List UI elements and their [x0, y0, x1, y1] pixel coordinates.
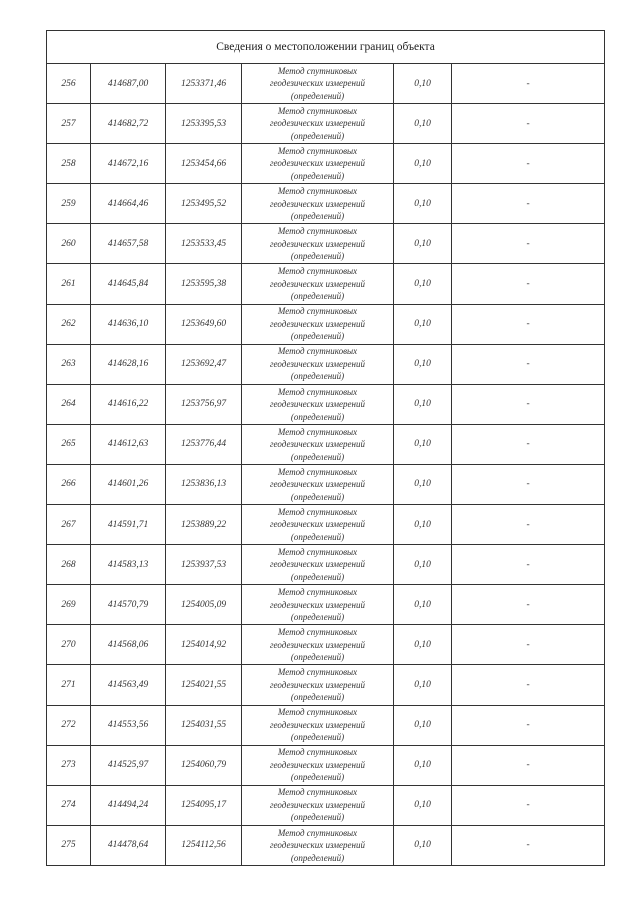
coordinate-y-cell: 1253454,66 — [166, 144, 242, 184]
coordinate-y-cell: 1253692,47 — [166, 344, 242, 384]
method-line: геодезических измерений — [270, 118, 365, 129]
accuracy-cell: 0,10 — [394, 705, 452, 745]
point-number-cell: 265 — [47, 424, 91, 464]
coordinate-x-cell: 414657,58 — [91, 224, 166, 264]
method-line: геодезических измерений — [270, 559, 365, 570]
table-row — [47, 344, 605, 384]
method-cell — [242, 64, 394, 104]
coordinate-x-cell: 414478,64 — [91, 825, 166, 865]
note-cell: - — [452, 705, 605, 745]
method-cell — [242, 184, 394, 224]
accuracy-cell: 0,10 — [394, 585, 452, 625]
point-number-cell: 274 — [47, 785, 91, 825]
note-cell: - — [452, 545, 605, 585]
point-number-cell: 272 — [47, 705, 91, 745]
method-cell — [242, 745, 394, 785]
table-row — [47, 104, 605, 144]
coordinate-x-cell: 414563,49 — [91, 665, 166, 705]
point-number-cell: 268 — [47, 545, 91, 585]
coordinate-y-cell: 1254060,79 — [166, 745, 242, 785]
note-cell: - — [452, 585, 605, 625]
coordinate-y-cell: 1253889,22 — [166, 505, 242, 545]
accuracy-cell: 0,10 — [394, 505, 452, 545]
table-row — [47, 464, 605, 504]
point-number-cell: 269 — [47, 585, 91, 625]
method-line: геодезических измерений — [270, 318, 365, 329]
table-body — [47, 31, 605, 866]
method-line: (определений) — [290, 211, 345, 222]
coordinate-y-cell: 1253495,52 — [166, 184, 242, 224]
coordinate-y-cell: 1254021,55 — [166, 665, 242, 705]
accuracy-cell: 0,10 — [394, 224, 452, 264]
method-line: Метод спутниковых — [277, 707, 358, 718]
method-line: (определений) — [290, 371, 345, 382]
method-line: геодезических измерений — [270, 519, 365, 530]
method-line: Метод спутниковых — [277, 105, 358, 116]
method-cell — [242, 825, 394, 865]
point-number-cell: 259 — [47, 184, 91, 224]
accuracy-cell: 0,10 — [394, 264, 452, 304]
method-line: (определений) — [290, 130, 345, 141]
method-line: Метод спутниковых — [277, 346, 358, 357]
coordinate-x-cell: 414616,22 — [91, 384, 166, 424]
accuracy-cell: 0,10 — [394, 304, 452, 344]
table-title: Сведения о местоположении границ объекта — [47, 31, 605, 64]
method-line: геодезических измерений — [270, 439, 365, 450]
method-line: геодезических измерений — [270, 599, 365, 610]
method-line: геодезических измерений — [270, 399, 365, 410]
method-line: (определений) — [290, 291, 345, 302]
coordinate-y-cell: 1254112,56 — [166, 825, 242, 865]
coordinate-y-cell: 1254014,92 — [166, 625, 242, 665]
method-line: (определений) — [290, 612, 345, 623]
coordinate-y-cell: 1253533,45 — [166, 224, 242, 264]
coordinate-y-cell: 1253395,53 — [166, 104, 242, 144]
point-number-cell: 256 — [47, 64, 91, 104]
coordinate-x-cell: 414494,24 — [91, 785, 166, 825]
table-row — [47, 825, 605, 865]
coordinate-x-cell: 414553,56 — [91, 705, 166, 745]
table-row — [47, 184, 605, 224]
method-line: (определений) — [290, 692, 345, 703]
point-number-cell: 267 — [47, 505, 91, 545]
boundary-table — [46, 30, 605, 866]
method-line: (определений) — [290, 170, 345, 181]
method-line: (определений) — [290, 732, 345, 743]
coordinate-y-cell: 1254095,17 — [166, 785, 242, 825]
method-line: геодезических измерений — [270, 78, 365, 89]
table-row — [47, 585, 605, 625]
method-cell — [242, 785, 394, 825]
method-cell — [242, 344, 394, 384]
note-cell: - — [452, 785, 605, 825]
note-cell: - — [452, 104, 605, 144]
method-cell — [242, 545, 394, 585]
coordinate-y-cell: 1253595,38 — [166, 264, 242, 304]
method-line: (определений) — [290, 812, 345, 823]
method-line: Метод спутниковых — [277, 386, 358, 397]
coordinate-x-cell: 414672,16 — [91, 144, 166, 184]
method-cell — [242, 505, 394, 545]
method-line: Метод спутниковых — [277, 827, 358, 838]
method-cell — [242, 625, 394, 665]
method-cell — [242, 304, 394, 344]
table-row — [47, 144, 605, 184]
coordinate-x-cell: 414568,06 — [91, 625, 166, 665]
table-row — [47, 64, 605, 104]
note-cell: - — [452, 424, 605, 464]
table-row — [47, 665, 605, 705]
table-row — [47, 625, 605, 665]
point-number-cell: 275 — [47, 825, 91, 865]
point-number-cell: 266 — [47, 464, 91, 504]
method-line: геодезических измерений — [270, 479, 365, 490]
table-row — [47, 384, 605, 424]
method-line: геодезических измерений — [270, 639, 365, 650]
method-line: геодезических измерений — [270, 358, 365, 369]
method-line: Метод спутниковых — [277, 186, 358, 197]
note-cell: - — [452, 825, 605, 865]
coordinate-y-cell: 1253756,97 — [166, 384, 242, 424]
note-cell: - — [452, 264, 605, 304]
method-line: Метод спутниковых — [277, 65, 358, 76]
table-row — [47, 785, 605, 825]
method-line: геодезических измерений — [270, 840, 365, 851]
method-line: (определений) — [290, 411, 345, 422]
note-cell: - — [452, 384, 605, 424]
coordinate-y-cell: 1253371,46 — [166, 64, 242, 104]
method-line: геодезических измерений — [270, 799, 365, 810]
method-line: Метод спутниковых — [277, 145, 358, 156]
table-row — [47, 745, 605, 785]
method-line: Метод спутниковых — [277, 627, 358, 638]
method-line: (определений) — [290, 251, 345, 262]
accuracy-cell: 0,10 — [394, 184, 452, 224]
point-number-cell: 271 — [47, 665, 91, 705]
point-number-cell: 270 — [47, 625, 91, 665]
point-number-cell: 257 — [47, 104, 91, 144]
method-line: Метод спутниковых — [277, 546, 358, 557]
method-line: Метод спутниковых — [277, 266, 358, 277]
method-cell — [242, 424, 394, 464]
accuracy-cell: 0,10 — [394, 625, 452, 665]
coordinate-y-cell: 1253937,53 — [166, 545, 242, 585]
accuracy-cell: 0,10 — [394, 384, 452, 424]
table-row — [47, 705, 605, 745]
accuracy-cell: 0,10 — [394, 825, 452, 865]
method-line: геодезических измерений — [270, 679, 365, 690]
method-line: Метод спутниковых — [277, 747, 358, 758]
coordinate-y-cell: 1254031,55 — [166, 705, 242, 745]
point-number-cell: 262 — [47, 304, 91, 344]
method-line: Метод спутниковых — [277, 466, 358, 477]
document-page — [46, 30, 604, 866]
accuracy-cell: 0,10 — [394, 665, 452, 705]
accuracy-cell: 0,10 — [394, 104, 452, 144]
method-line: (определений) — [290, 652, 345, 663]
point-number-cell: 263 — [47, 344, 91, 384]
method-cell — [242, 464, 394, 504]
table-row — [47, 264, 605, 304]
table-row — [47, 304, 605, 344]
method-line: Метод спутниковых — [277, 787, 358, 798]
coordinate-x-cell: 414612,63 — [91, 424, 166, 464]
coordinate-x-cell: 414687,00 — [91, 64, 166, 104]
coordinate-x-cell: 414583,13 — [91, 545, 166, 585]
coordinate-x-cell: 414601,26 — [91, 464, 166, 504]
method-line: геодезических измерений — [270, 198, 365, 209]
point-number-cell: 260 — [47, 224, 91, 264]
coordinate-x-cell: 414645,84 — [91, 264, 166, 304]
method-line: геодезических измерений — [270, 238, 365, 249]
table-title-row — [47, 31, 605, 64]
method-cell — [242, 104, 394, 144]
method-line: геодезических измерений — [270, 719, 365, 730]
accuracy-cell: 0,10 — [394, 785, 452, 825]
method-cell — [242, 384, 394, 424]
method-line: (определений) — [290, 531, 345, 542]
method-line: Метод спутниковых — [277, 587, 358, 598]
note-cell: - — [452, 144, 605, 184]
method-cell — [242, 585, 394, 625]
note-cell: - — [452, 625, 605, 665]
table-row — [47, 505, 605, 545]
method-line: (определений) — [290, 451, 345, 462]
method-line: (определений) — [290, 491, 345, 502]
table-row — [47, 545, 605, 585]
method-line: (определений) — [290, 772, 345, 783]
accuracy-cell: 0,10 — [394, 545, 452, 585]
note-cell: - — [452, 745, 605, 785]
table-row — [47, 424, 605, 464]
method-line: геодезических измерений — [270, 158, 365, 169]
method-line: Метод спутниковых — [277, 667, 358, 678]
coordinate-y-cell: 1253649,60 — [166, 304, 242, 344]
accuracy-cell: 0,10 — [394, 64, 452, 104]
accuracy-cell: 0,10 — [394, 144, 452, 184]
note-cell: - — [452, 184, 605, 224]
note-cell: - — [452, 665, 605, 705]
method-line: Метод спутниковых — [277, 306, 358, 317]
coordinate-y-cell: 1253776,44 — [166, 424, 242, 464]
coordinate-x-cell: 414628,16 — [91, 344, 166, 384]
method-line: (определений) — [290, 571, 345, 582]
method-line: геодезических измерений — [270, 759, 365, 770]
method-line: Метод спутниковых — [277, 426, 358, 437]
method-line: геодезических измерений — [270, 278, 365, 289]
coordinate-x-cell: 414591,71 — [91, 505, 166, 545]
method-cell — [242, 224, 394, 264]
note-cell: - — [452, 64, 605, 104]
method-cell — [242, 264, 394, 304]
table-row — [47, 224, 605, 264]
method-cell — [242, 705, 394, 745]
method-line: (определений) — [290, 331, 345, 342]
accuracy-cell: 0,10 — [394, 464, 452, 504]
coordinate-x-cell: 414525,97 — [91, 745, 166, 785]
method-line: (определений) — [290, 852, 345, 863]
accuracy-cell: 0,10 — [394, 424, 452, 464]
point-number-cell: 261 — [47, 264, 91, 304]
coordinate-x-cell: 414664,46 — [91, 184, 166, 224]
note-cell: - — [452, 304, 605, 344]
point-number-cell: 273 — [47, 745, 91, 785]
point-number-cell: 258 — [47, 144, 91, 184]
note-cell: - — [452, 505, 605, 545]
coordinate-x-cell: 414682,72 — [91, 104, 166, 144]
method-cell — [242, 665, 394, 705]
method-line: Метод спутниковых — [277, 226, 358, 237]
note-cell: - — [452, 464, 605, 504]
accuracy-cell: 0,10 — [394, 745, 452, 785]
coordinate-x-cell: 414636,10 — [91, 304, 166, 344]
method-line: (определений) — [290, 90, 345, 101]
method-line: Метод спутниковых — [277, 506, 358, 517]
accuracy-cell: 0,10 — [394, 344, 452, 384]
coordinate-y-cell: 1254005,09 — [166, 585, 242, 625]
coordinate-y-cell: 1253836,13 — [166, 464, 242, 504]
point-number-cell: 264 — [47, 384, 91, 424]
coordinate-x-cell: 414570,79 — [91, 585, 166, 625]
note-cell: - — [452, 344, 605, 384]
note-cell: - — [452, 224, 605, 264]
method-cell — [242, 144, 394, 184]
